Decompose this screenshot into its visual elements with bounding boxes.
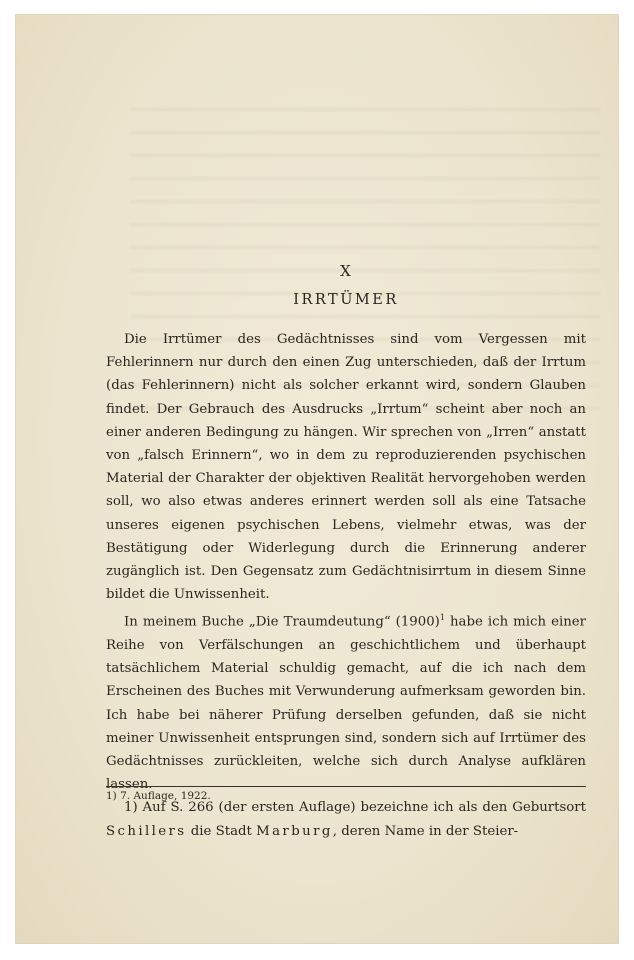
name-marburg: Marburg: [256, 823, 333, 839]
paragraph-3: [106, 796, 586, 842]
chapter-title: IRRTÜMER: [293, 292, 399, 308]
paragraph-3-mid: die Stadt: [186, 823, 257, 839]
footnote-reference: 1: [439, 613, 445, 623]
paragraph-3-end: , deren Name in der Steier-: [332, 823, 519, 839]
paragraph-2: [106, 606, 586, 796]
paragraph-2-start: In meinem Buche „Die Traumdeutung“ (1900): [124, 614, 440, 630]
body-text: [106, 328, 586, 843]
page-content: [106, 250, 586, 843]
name-schillers: Schillers: [106, 823, 187, 839]
paragraph-2-rest: habe ich mich einer Reihe von Verfälschungen an geschichtlichem und überhaupt tatsächlichem Material schuldig gemacht, auf die ich nach dem Erscheinen des Buches mit Verwunderung aufmerksam geworden bin. Ich habe bei näherer Prüfung derselben gefunden, daß sie nicht meiner Unwissenheit entsprungen sind, sondern sich auf Irrtümer des Gedächtnisses zurückleiten, welche sich durch Analyse aufklären lassen.: [106, 614, 586, 793]
chapter-number: X: [340, 262, 352, 280]
footnote: 1) 7. Auflage, 1922.: [106, 790, 211, 802]
paragraph-1: Die Irrtümer des Gedächtnisses sind vom Vergessen mit Fehlerinnern nur durch den einen Zug unterschieden, daß der Irrtum (das Fehlerinnern) nicht als solcher erkannt wird, sondern Glauben findet. Der Gebrauch des Ausdrucks „Irrtum“ scheint aber noch an einer anderen Bedingung zu hängen. Wir sprechen von „Irren“ anstatt von „falsch Erinnern“, wo in dem zu reproduzierenden psychischen Material der Charakter der objektiven Realität hervorgehoben werden soll, wo also etwas anderes erinnert werden soll als eine Tatsache unseres eigenen psychischen Lebens, vielmehr etwas, was der Bestätigung oder Widerlegung durch die Erinnerung anderer zugänglich ist. Den Gegensatz zum Gedächtnisirrtum in diesem Sinne bildet die Unwissenheit.: [106, 332, 586, 603]
paragraph-3-start: 1) Auf S. 266 (der ersten Auflage) bezeichne ich als den Geburtsort: [124, 800, 586, 816]
footnote-divider: [106, 786, 586, 787]
